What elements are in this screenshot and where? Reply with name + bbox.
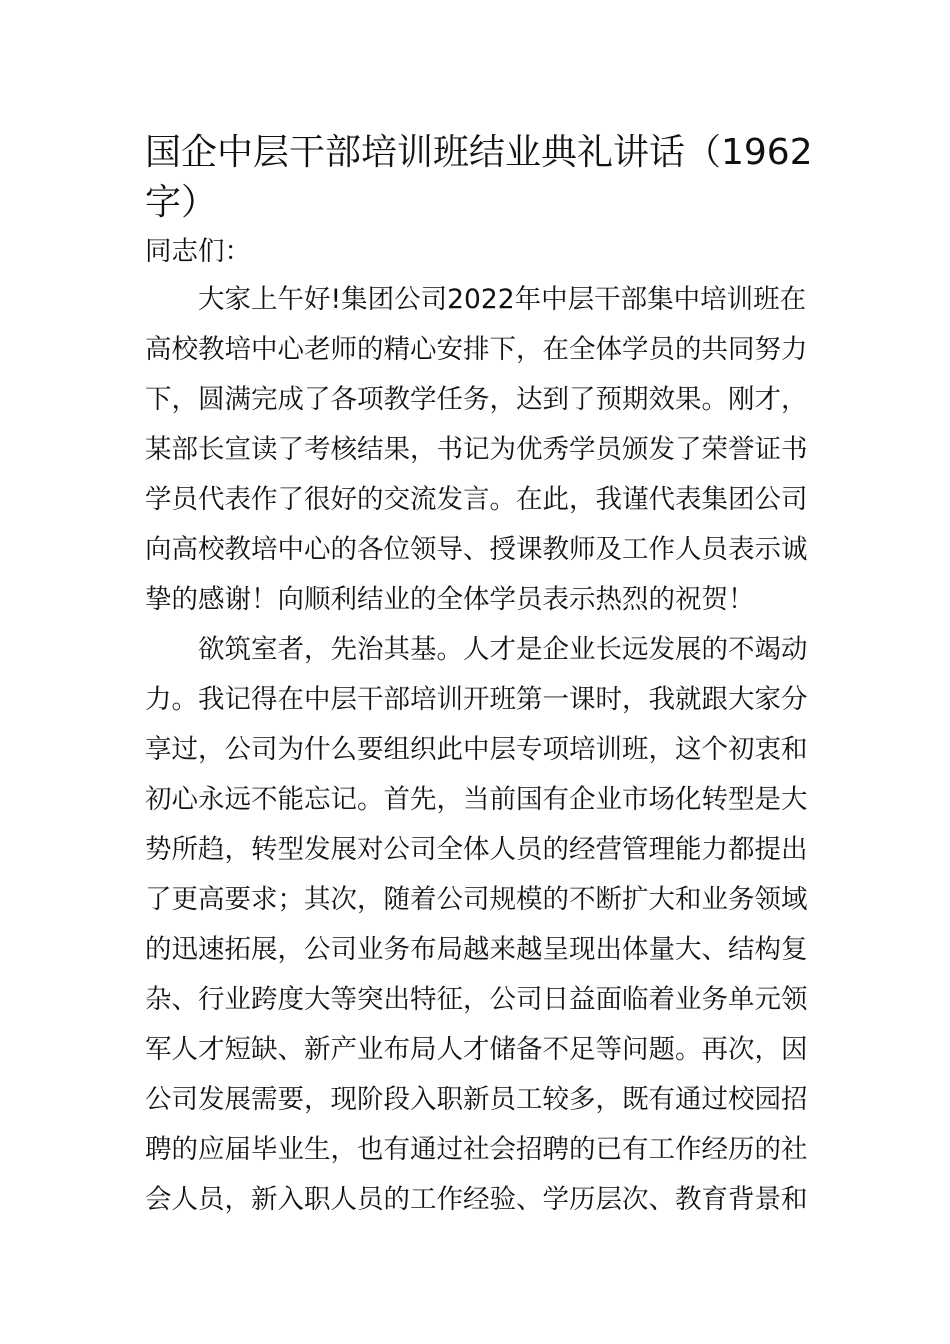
body-line: 挚的感谢！向顺利结业的全体学员表示热烈的祝贺！ bbox=[145, 584, 755, 615]
body-line: 高校教培中心老师的精心安排下，在全体学员的共同努力 bbox=[145, 334, 808, 365]
body-line: 力。我记得在中层干部培训开班第一课时，我就跟大家分 bbox=[145, 684, 808, 715]
body-line: 会人员，新入职人员的工作经验、学历层次、教育背景和 bbox=[145, 1184, 808, 1215]
body-line: 军人才短缺、新产业布局人才储备不足等问题。再次，因 bbox=[145, 1034, 808, 1065]
body-line: 的迅速拓展，公司业务布局越来越呈现出体量大、结构复 bbox=[145, 934, 808, 965]
body-line: 初心永远不能忘记。首先，当前国有企业市场化转型是大 bbox=[145, 784, 808, 815]
body-line: 下，圆满完成了各项教学任务，达到了预期效果。刚才， bbox=[145, 384, 808, 415]
body-line: 欲筑室者，先治其基。人才是企业长远发展的不竭动 bbox=[145, 634, 808, 665]
body-line: 聘的应届毕业生，也有通过社会招聘的已有工作经历的社 bbox=[145, 1134, 808, 1165]
body-line: 学员代表作了很好的交流发言。在此，我谨代表集团公司 bbox=[145, 484, 808, 515]
body-line: 某部长宣读了考核结果，书记为优秀学员颁发了荣誉证书 bbox=[145, 434, 808, 465]
greeting-line: 同志们： bbox=[145, 236, 251, 267]
body-line: 势所趋，转型发展对公司全体人员的经营管理能力都提出 bbox=[145, 834, 808, 865]
body-line: 享过，公司为什么要组织此中层专项培训班，这个初衷和 bbox=[145, 734, 808, 765]
body-line: 公司发展需要，现阶段入职新员工较多，既有通过校园招 bbox=[145, 1084, 808, 1115]
document-title: 国企中层干部培训班结业典礼讲话（1962字） bbox=[145, 132, 813, 223]
body-line: 大家上午好!集团公司2022年中层干部集中培训班在 bbox=[145, 284, 807, 315]
body-line: 了更高要求；其次，随着公司规模的不断扩大和业务领域 bbox=[145, 884, 808, 915]
body-line: 向高校教培中心的各位领导、授课教师及工作人员表示诚 bbox=[145, 534, 808, 565]
body-line: 杂、行业跨度大等突出特征，公司日益面临着业务单元领 bbox=[145, 984, 808, 1015]
